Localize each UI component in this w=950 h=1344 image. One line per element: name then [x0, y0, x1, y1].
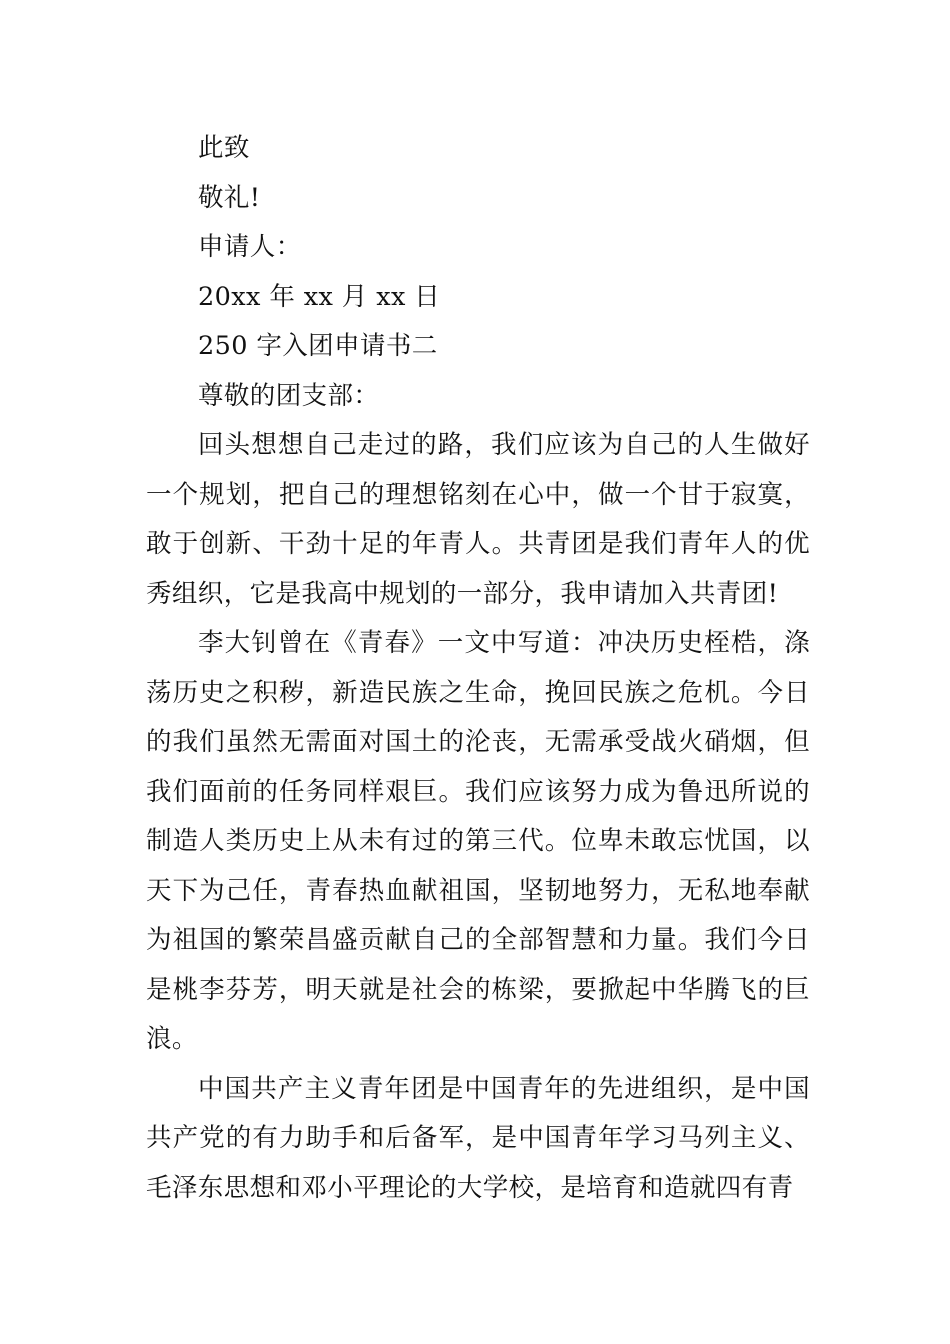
salute-line: 敬礼! — [198, 182, 261, 213]
greeting-line: 尊敬的团支部： — [198, 380, 380, 411]
document-body — [146, 124, 810, 1213]
date-line: 20xx 年 xx 月 xx 日 — [198, 281, 441, 312]
paragraph-1: 回头想想自己走过的路，我们应该为自己的人生做好一个规划，把自己的理想铭刻在心中，做一个甘于寂寞，敢于创新、干劲十足的年青人。共青团是我们青年人的优秀组织，它是我高中规划的一部分，我申请加入共青团! — [146, 430, 810, 609]
paragraph-3: 中国共产主义青年团是中国青年的先进组织，是中国共产党的有力助手和后备军，是中国青年学习马列主义、毛泽东思想和邓小平理论的大学校，是培育和造就四有青 — [146, 1073, 810, 1203]
section-heading: 250 字入团申请书二 — [198, 331, 438, 361]
applicant-line: 申请人： — [198, 232, 302, 262]
paragraph-2: 李大钊曾在《青春》一文中写道：冲决历史桎梏，涤荡历史之积秽，新造民族之生命，挽回民族之危机。今日的我们虽然无需面对国土的沦丧，无需承受战火硝烟，但我们面前的任务同样艰巨。我们应该努力成为鲁迅所说的制造人类历史上从未有过的第三代。位卑未敢忘忧国，以天下为己任，青春热血献祖国，坚韧地努力，无私地奉献为祖国的繁荣昌盛贡献自己的全部智慧和力量。我们今日是桃李芬芳，明天就是社会的栋梁，要掀起中华腾飞的巨浪。 — [146, 628, 810, 1054]
closing-line: 此致 — [198, 133, 250, 163]
